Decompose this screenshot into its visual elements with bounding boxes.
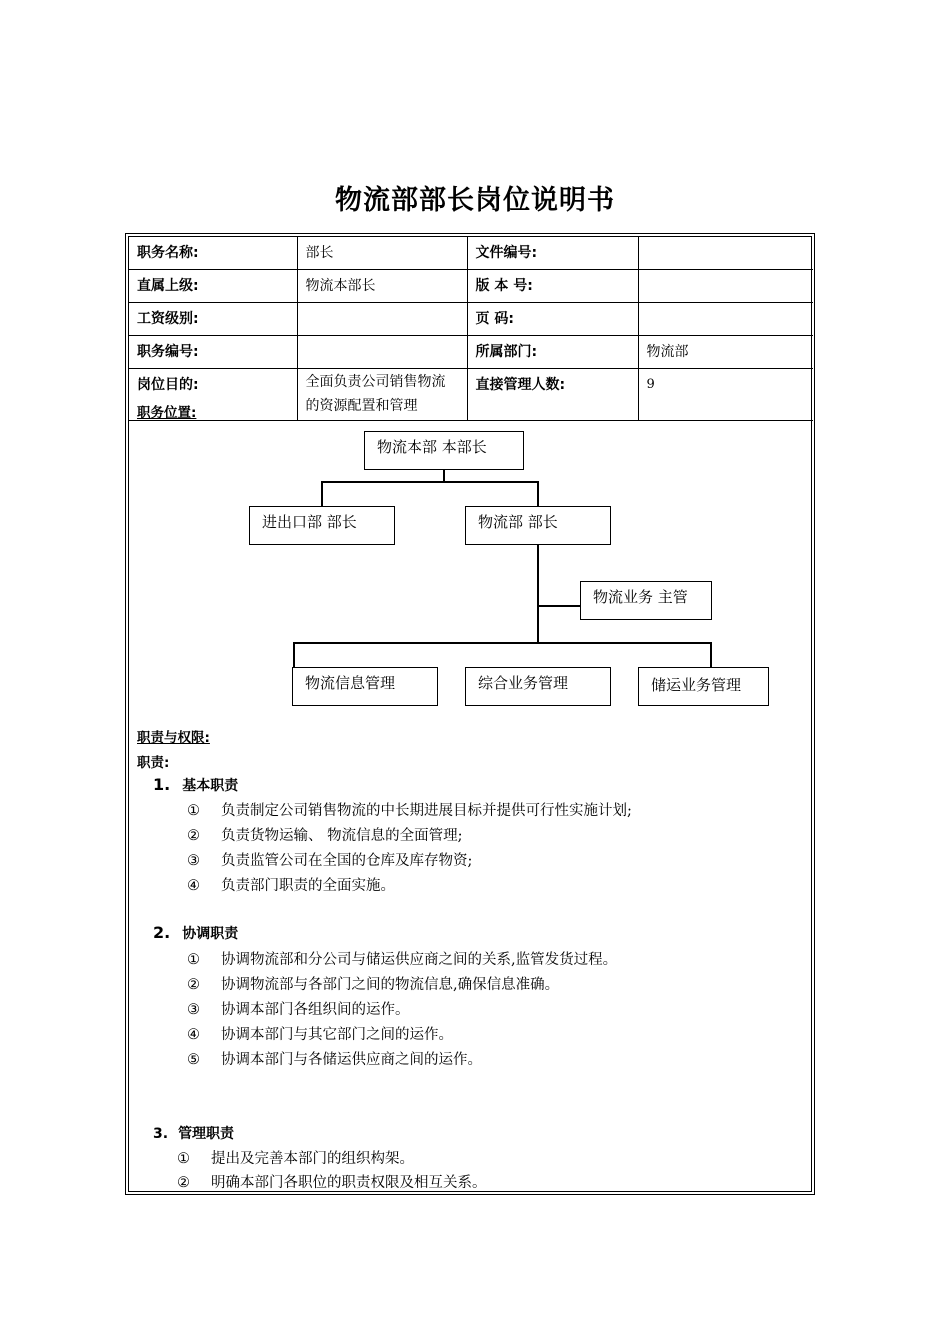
position-label: 职务位置: [137, 405, 197, 421]
job-title-label: 职务名称: [129, 237, 297, 270]
version-label: 版 本 号: [467, 270, 638, 303]
item-marker: ⑤ [187, 1052, 200, 1068]
direct-reports-value: 9 [638, 369, 813, 421]
item-marker: ③ [187, 1002, 200, 1018]
salary-level-label: 工资级别: [129, 303, 297, 336]
department-value: 物流部 [638, 336, 813, 369]
item-marker: ③ [187, 853, 200, 869]
job-number-value [297, 336, 467, 369]
document-inner-frame [128, 236, 812, 1192]
org-box-bottom-3: 储运业务管理 [638, 667, 769, 706]
item-marker: ① [177, 1151, 190, 1167]
section-heading [153, 1123, 234, 1143]
section-title: 协调职责 [182, 926, 239, 942]
org-line [710, 642, 712, 667]
org-box-bottom-1: 物流信息管理 [292, 667, 438, 706]
list-item [177, 1147, 414, 1168]
file-number-label: 文件编号: [467, 237, 638, 270]
org-line [293, 642, 295, 667]
org-line [321, 481, 538, 483]
item-text: 协调本部门各组织间的运作。 [221, 1002, 410, 1018]
section-number: 1. [153, 775, 171, 794]
document-frame [125, 233, 815, 1195]
item-text: 协调本部门与各储运供应商之间的运作。 [221, 1052, 482, 1068]
table-row [129, 270, 813, 303]
item-text: 明确本部门各职位的职责权限及相互关系。 [211, 1175, 487, 1191]
item-text: 负责监管公司在全国的仓库及库存物资; [221, 853, 473, 869]
purpose-value: 全面负责公司销售物流的资源配置和管理 [297, 369, 467, 421]
item-marker: ④ [187, 878, 200, 894]
item-text: 协调物流部和分公司与储运供应商之间的关系,监管发货过程。 [221, 952, 618, 968]
item-marker: ① [187, 803, 200, 819]
org-line [321, 481, 323, 506]
list-item [187, 824, 463, 845]
file-number-value [638, 237, 813, 270]
purpose-label: 岗位目的: [129, 369, 297, 421]
item-text: 协调本部门与其它部门之间的运作。 [221, 1027, 453, 1043]
section-heading [153, 923, 238, 943]
item-text: 协调物流部与各部门之间的物流信息,确保信息准确。 [221, 977, 560, 993]
item-text: 负责货物运输、 物流信息的全面管理; [221, 828, 463, 844]
item-text: 提出及完善本部门的组织构架。 [211, 1151, 414, 1167]
list-item [187, 849, 472, 870]
department-label: 所属部门: [467, 336, 638, 369]
item-marker: ② [187, 828, 200, 844]
page-title: 物流部部长岗位说明书 [335, 185, 615, 216]
list-item [187, 874, 395, 895]
superior-label: 直属上级: [129, 270, 297, 303]
table-row [129, 336, 813, 369]
section-title: 基本职责 [182, 778, 239, 794]
list-item [187, 799, 632, 820]
list-item [187, 998, 410, 1019]
section-number: 2. [153, 923, 171, 942]
org-line [293, 642, 711, 644]
table-row [129, 369, 813, 421]
org-box-side: 物流业务 主管 [580, 581, 712, 620]
list-item [187, 948, 617, 969]
duties-sub-label: 职责: [137, 755, 170, 771]
superior-value: 物流本部长 [297, 270, 467, 303]
item-marker: ① [187, 952, 200, 968]
job-number-label: 职务编号: [129, 336, 297, 369]
list-item [187, 1048, 482, 1069]
page-number-value [638, 303, 813, 336]
section-title: 管理职责 [178, 1126, 235, 1142]
table-row [129, 237, 813, 270]
org-box-top: 物流本部 本部长 [364, 431, 524, 470]
org-box-bottom-2: 综合业务管理 [465, 667, 611, 706]
info-table [129, 237, 813, 421]
item-text: 负责制定公司销售物流的中长期进展目标并提供可行性实施计划; [221, 803, 632, 819]
job-title-value: 部长 [297, 237, 467, 270]
list-item [177, 1171, 487, 1192]
list-item [187, 973, 559, 994]
version-value [638, 270, 813, 303]
direct-reports-label: 直接管理人数: [467, 369, 638, 421]
duties-label: 职责与权限: [137, 730, 210, 746]
item-marker: ② [187, 977, 200, 993]
table-row [129, 303, 813, 336]
org-box-left: 进出口部 部长 [249, 506, 395, 545]
org-line [537, 481, 539, 506]
list-item [187, 1023, 453, 1044]
page-number-label: 页 码: [467, 303, 638, 336]
item-marker: ② [177, 1175, 190, 1191]
org-line [537, 605, 580, 607]
salary-level-value [297, 303, 467, 336]
section-heading [153, 775, 238, 795]
item-text: 负责部门职责的全面实施。 [221, 878, 395, 894]
org-box-center: 物流部 部长 [465, 506, 611, 545]
item-marker: ④ [187, 1027, 200, 1043]
section-number: 3. [153, 1126, 169, 1142]
org-line [537, 545, 539, 643]
